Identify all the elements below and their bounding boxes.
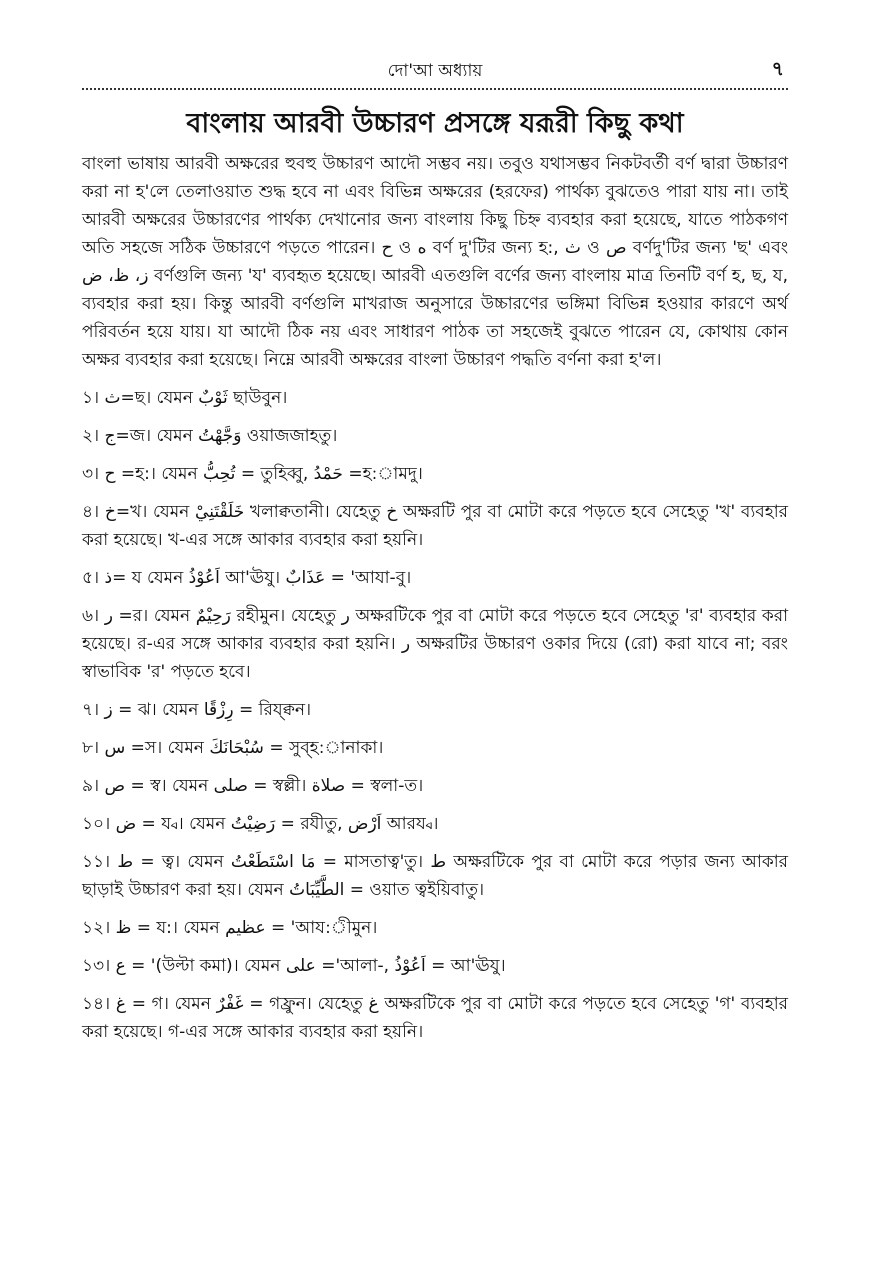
header-divider bbox=[82, 88, 788, 90]
list-item-8: ৮। س =স। যেমন سُبْحَانَكَ = সুব্হ:ানাকা। bbox=[82, 738, 384, 758]
page-title: বাংলায় আরবী উচ্চারণ প্রসঙ্গে যরূরী কিছু কথা bbox=[186, 108, 684, 139]
list-item-3: ৩। ح =হ:। যেমন تُحِبُّ = তুহিব্বু, حَمْدُ =হ:ামদু। bbox=[82, 464, 423, 484]
book-page bbox=[82, 0, 788, 1263]
list-item-7: ৭। ز = ঝ। যেমন رِزْقًا = রিয্ক্বন। bbox=[82, 700, 312, 720]
list-item-2: ২। ج=জ। যেমন وَجَّهْتُ ওয়াজজাহতু। bbox=[82, 426, 338, 446]
list-item-9: ৯। ص = স্ব। যেমন صلى = স্বল্লী। صلاة = স্বলা-ত। bbox=[82, 776, 424, 796]
body-text bbox=[82, 150, 788, 1046]
intro-paragraph: বাংলা ভাষায় আরবী অক্ষরের হুবহু উচ্চারণ আদৌ সম্ভব নয়। তবুও যথাসম্ভব নিকটবর্তী বর্ণ দ্বারা উচ্চারণ করা না হ'লে তেলাওয়াত শুদ্ধ হবে না এবং বিভিন্ন অক্ষরের (হরফের) পার্থক্য বুঝতেও পারা যায় না। তাই আরবী অক্ষরের উচ্চারণের পার্থক্য দেখানোর জন্য বাংলায় কিছু চিহ্ন ব্যবহার করা হয়েছে, যাতে পাঠকগণ অতি সহজে সঠিক উচ্চারণে পড়তে পারেন। ح ও ه বর্ণ দু'টির জন্য হ:, ث ও ص বর্ণদু'টির জন্য 'ছ' এবং ز، ظ، ض বর্ণগুলি জন্য 'য' ব্যবহৃত হয়েছে। আরবী এতগুলি বর্ণের জন্য বাংলায় মাত্র তিনটি বর্ণ হ, ছ, য, ব্যবহার করা হয়। কিন্তু আরবী বর্ণগুলি মাখরাজ অনুসারে উচ্চারণের ভঙ্গিমা বিভিন্ন হওয়ার কারণে অর্থ পরিবর্তন হয়ে যায়। যা আদৌ ঠিক নয় এবং সাধারণ পাঠক তা সহজেই বুঝতে পারেন যে, কোথায় কোন অক্ষর ব্যবহার করা হয়েছে। নিম্নে আরবী অক্ষরের বাংলা উচ্চারণ পদ্ধতি বর্ণনা করা হ'ল। bbox=[82, 154, 789, 370]
running-header bbox=[82, 0, 788, 88]
list-item-13: ১৩। ع = '(উল্টা কমা)। যেমন على ='আলা-, اَعُوْذُ = আ'ঊযু। bbox=[82, 956, 506, 976]
list-item-10: ১০। ض = য্ব। যেমন رَضِيْتُ = রযীতু, اَرْض আরয্ব। bbox=[82, 814, 439, 834]
list-item-5: ৫। ذ= য যেমন اَعُوْذُ আ'ঊযু। عَذَابٌ = 'আযা-বু। bbox=[82, 568, 412, 588]
list-item-4: ৪। خ=খ। যেমন خَلَقْتَنِيْ খলাক্বতানী। যেহেতু خ অক্ষরটি পুর বা মোটা করে পড়তে হবে সেহেতু 'খ' ব্যবহার করা হয়েছে। খ-এর সঙ্গে আকার ব্যবহার করা হয়নি। bbox=[82, 502, 788, 550]
list-item-6: ৬। ر =র। যেমন رَحِيْمٌ রহীমুন। যেহেতু ر অক্ষরটিকে পুর বা মোটা করে পড়তে হবে সেহেতু 'র' ব্যবহার করা হয়েছে। র-এর সঙ্গে আকার ব্যবহার করা হয়নি। ر অক্ষরটির উচ্চারণ ওকার দিয়ে (রো) করা যাবে না; বরং স্বাভাবিক 'র' পড়তে হবে। bbox=[82, 606, 788, 682]
list-item-11: ১১। ط = ত্ব। যেমন مَا اسْتَطَعْتُ = মাসতাত্ব'তু। ط অক্ষরটিকে পুর বা মোটা করে পড়ার জন্য আকার ছাড়াই উচ্চারণ করা হয়। যেমন الطَّيِّبَاتُ = ওয়াত ত্বইয়িবাতু। bbox=[82, 852, 788, 900]
list-item-1: ১। ث=ছ। যেমন ثَوْبٌ ছাউবুন। bbox=[82, 388, 288, 408]
page-number: ৭ bbox=[771, 58, 784, 80]
running-title: দো'আ অধ্যায় bbox=[387, 61, 483, 81]
list-item-14: ১৪। غ = গ। যেমন غَفْرٌ = গফ্রুন। যেহেতু غ অক্ষরটিকে পুর বা মোটা করে পড়তে হবে সেহেতু 'গ' ব্যবহার করা হয়েছে। গ-এর সঙ্গে আকার ব্যবহার করা হয়নি। bbox=[82, 994, 789, 1042]
list-item-12: ১২। ظ = য:। যেমন عظيم = 'আয:ীমুন। bbox=[82, 918, 378, 938]
